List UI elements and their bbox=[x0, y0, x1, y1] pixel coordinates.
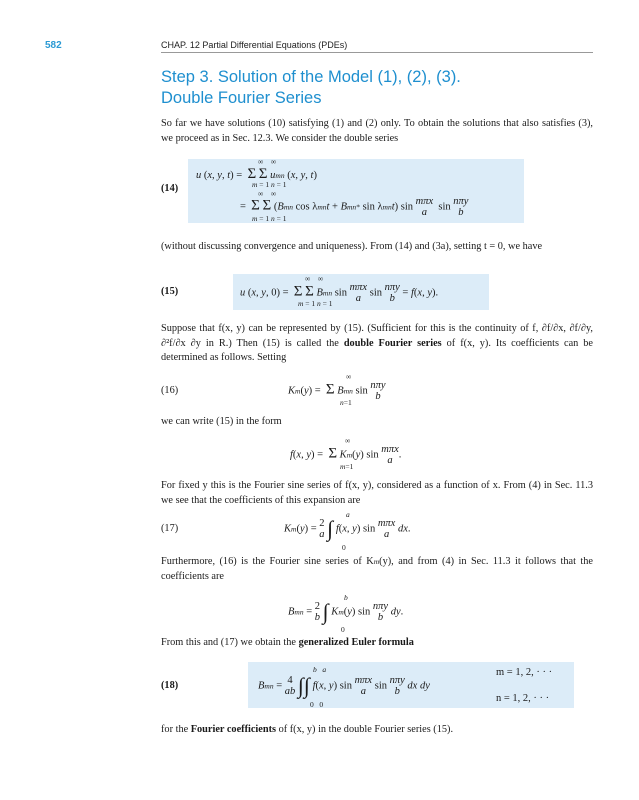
equation-bmn: Bmn = 2 b ∫ Km(y) sin nπy b dy. bbox=[288, 599, 404, 624]
paragraph-8 bbox=[161, 723, 593, 738]
p3-c: of f(x, y). Its coefficients can be determined as follows. Setting bbox=[161, 337, 593, 363]
p6-b: (y), and from (4) in Sec. 11.3 it follows that the coefficients are bbox=[161, 556, 593, 582]
title-line-1: Step 3. Solution of the Model (1), (2), (3). bbox=[161, 68, 461, 86]
chapter-title: CHAP. 12 Partial Differential Equations (PDEs) bbox=[161, 40, 348, 50]
section-title bbox=[161, 67, 461, 109]
eqb-lower: 0 bbox=[341, 625, 345, 634]
p8-a: for the bbox=[161, 724, 191, 735]
p8-c: of f(x, y) in the double Fourier series (15). bbox=[276, 724, 454, 735]
equation-14-line-2: = Σ Σ (Bmn cos λmnt + Bmn* sin λmnt) sin mπx a sin nπy b bbox=[240, 196, 469, 218]
p7-term: generalized Euler formula bbox=[298, 637, 414, 648]
eq18-cond-2: n = 1, 2, · · · bbox=[496, 693, 550, 704]
paragraph-7 bbox=[161, 636, 593, 651]
paragraph-1: So far we have solutions (10) satisfying (1) and (2) only. To obtain the solutions that also satisfies (3), we proceed as in Sec. 12.3. We consider the double series bbox=[161, 118, 593, 144]
title-line-2: Double Fourier Series bbox=[161, 89, 322, 107]
eq14-limits-2: m = 1 n = 1 bbox=[252, 214, 287, 223]
paragraph-2: (without discussing convergence and uniqueness). From (14) and (3a), setting t = 0, we have bbox=[161, 241, 543, 252]
eq-limits: m=1 bbox=[340, 462, 354, 471]
eq14-inf: ∞ ∞ bbox=[258, 157, 277, 166]
running-header bbox=[0, 40, 639, 56]
equation-18-label: (18) bbox=[161, 680, 179, 691]
eq14-inf-2: ∞ ∞ bbox=[258, 189, 277, 198]
eq18-cond-1: m = 1, 2, · · · bbox=[496, 667, 553, 678]
equation-16-label: (16) bbox=[161, 385, 179, 396]
eq16-limits: n=1 bbox=[340, 398, 352, 407]
eq14-limits: m = 1 n = 1 bbox=[252, 180, 287, 189]
paragraph-6: Furthermore, (16) is the Fourier sine series of Km(y), and from (4) in Sec. 11.3 it follows that the coefficients are bbox=[161, 556, 593, 582]
equation-14-label: (14) bbox=[161, 183, 179, 194]
eq16-inf: ∞ bbox=[346, 372, 352, 381]
eq17-lower: 0 bbox=[342, 543, 346, 552]
eqb-upper: b bbox=[344, 593, 348, 602]
eq15-inf: ∞ ∞ bbox=[305, 274, 324, 283]
equation-16: Km(y) = Σ Bmn sin nπy b bbox=[288, 380, 386, 402]
paragraph-4: we can write (15) in the form bbox=[161, 416, 282, 427]
equation-15-label: (15) bbox=[161, 286, 179, 297]
eq-inf: ∞ bbox=[345, 436, 351, 445]
equation-18: Bmn = 4 ab ∫∫ f(x, y) sin mπx a sin nπy b dx dy bbox=[258, 673, 430, 698]
p3-term: double Fourier series bbox=[343, 337, 442, 349]
p8-term: Fourier coefficients bbox=[190, 724, 277, 735]
header-rule bbox=[161, 52, 593, 53]
eq18-upper: b a bbox=[313, 665, 327, 674]
equation-17-label: (17) bbox=[161, 523, 179, 534]
p3-a: Suppose that f(x, y) can be represented by (15). (Sufficient for this is the continuity of f, ∂f/∂x, ∂f/∂y, ∂²f/∂x ∂y in R.) Then (15) is called the bbox=[161, 323, 593, 349]
eq15-limits: m = 1 n = 1 bbox=[298, 299, 333, 308]
paragraph-5: For fixed y this is the Fourier sine series of f(x, y), considered as a function of x. From (4) in Sec. 11.3 we see that the coefficients of this expansion are bbox=[161, 480, 593, 506]
p6-a: Furthermore, (16) is the Fourier sine series of K bbox=[161, 556, 374, 567]
paragraph-3 bbox=[161, 322, 593, 366]
p7-a: From this and (17) we obtain the bbox=[161, 637, 299, 648]
eq17-upper: a bbox=[346, 510, 350, 519]
equation-sine-series: f(x, y) = Σ Km(y) sin mπx a. bbox=[290, 444, 402, 466]
equation-14-line-1: u (x, y, t) = Σ Σ umn (x, y, t) bbox=[196, 166, 317, 182]
equation-17: Km(y) = 2 a ∫ f(x, y) sin mπx a dx. bbox=[284, 516, 411, 541]
page-number: 582 bbox=[45, 40, 62, 51]
eq18-lower: 0 0 bbox=[310, 700, 324, 709]
equation-15: u (x, y, 0) = Σ Σ Bmn sin mπx a sin nπy b = f(x, y). bbox=[240, 282, 439, 304]
